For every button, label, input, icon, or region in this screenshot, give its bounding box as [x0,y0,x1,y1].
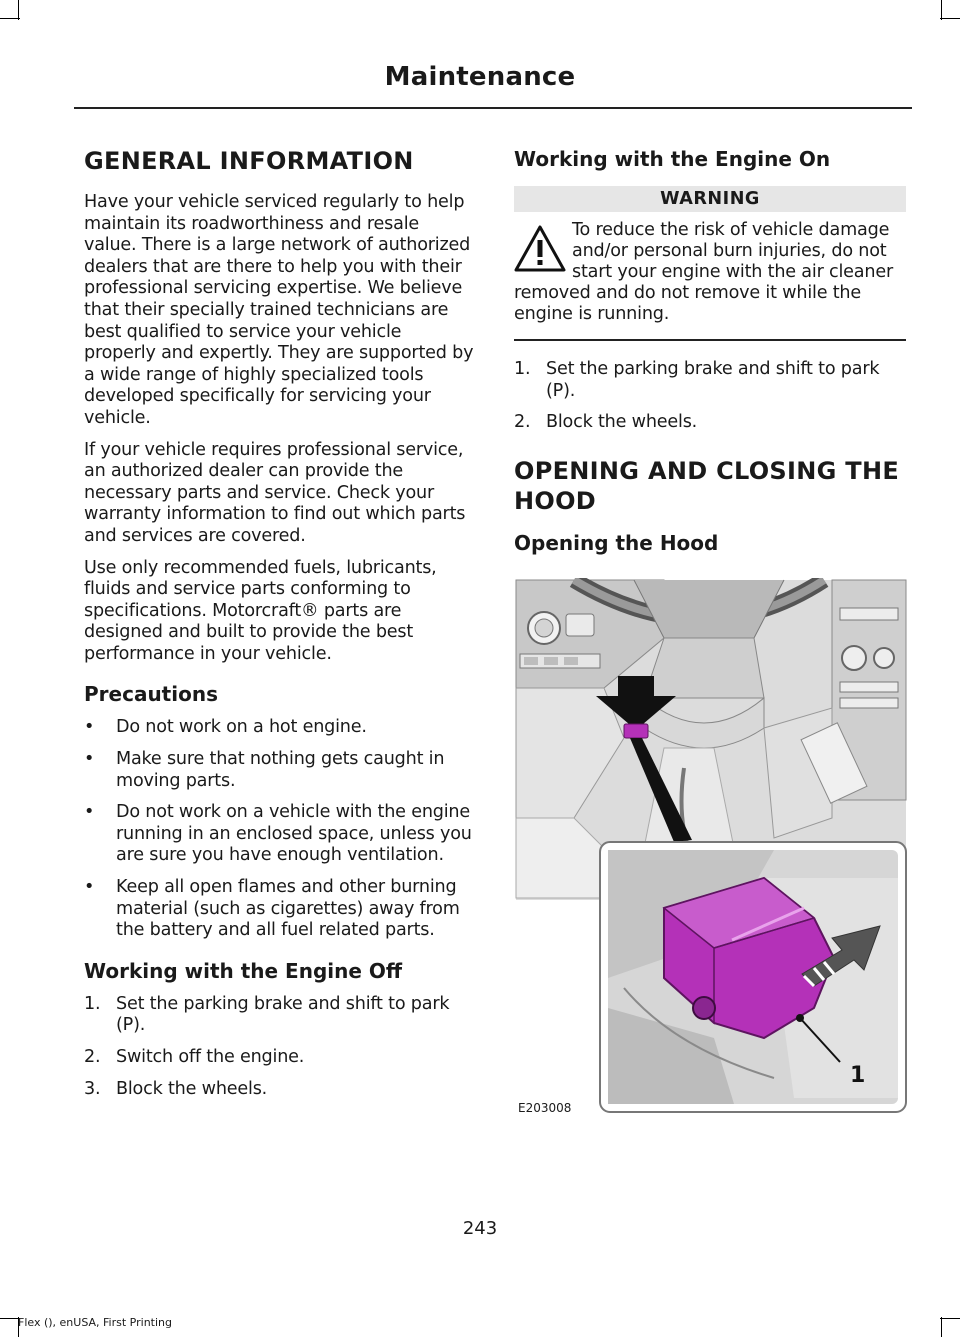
list-item: 3. Block the wheels. [84,1078,268,1099]
opening-closing-hood-heading: OPENING AND CLOSING THE HOOD [514,456,900,515]
engine-off-steps [84,994,476,1100]
left-column [84,146,476,1110]
hood-release-illustration [514,578,908,1116]
general-information-heading: GENERAL INFORMATION [84,147,414,175]
bullet: • [84,877,95,898]
warning-label: WARNING [514,186,906,212]
callout-number: 1 [850,1063,866,1088]
warning-text: To reduce the risk of vehicle damage and/or personal burn injuries, do not start your engine with the air cleaner removed and do not remove it while the engine is running. [514,220,893,324]
precautions-heading: Precautions [84,682,218,707]
crop-mark [941,0,942,20]
list-item: 2. Switch off the engine. [84,1047,305,1067]
bullet: • [84,802,95,823]
engine-on-heading: Working with the Engine On [514,147,831,171]
list-item: 1. Set the parking brake and shift to park (P). [514,359,880,401]
paragraph: If your vehicle requires professional service, an authorized dealer can provide the necessary parts and service. Check your warranty information to find out which parts and services are covered. [84,439,466,546]
figure-code: E203008 [518,1101,572,1115]
paragraph: Have your vehicle serviced regularly to help maintain its roadworthiness and resale value. There is a large network of authorized dealers that are there to help you with their professional servicing expertise. We believe that their specially trained technicians are best qualified to service your vehicle properly and expertly. They are supported by a wide range of highly specialized tools developed specifically for servicing your vehicle. [84,192,474,428]
engine-on-steps [514,359,906,434]
bullet: • [84,749,95,770]
page-header-title: Maintenance [384,62,576,92]
list-item: 2. Block the wheels. [514,412,698,433]
crop-mark [940,18,960,19]
list-item: 1. Set the parking brake and shift to park (P). [84,993,450,1036]
edition-footer: Flex (), enUSA, First Printing [18,1316,172,1329]
crop-mark [0,18,20,19]
crop-mark [940,1318,960,1319]
crop-mark [0,1318,20,1319]
list-item: • Do not work on a vehicle with the engine running in an enclosed space, unless you are sure you have enough ventilation. [84,802,472,866]
crop-mark [941,1317,942,1337]
crop-mark [18,0,19,20]
opening-hood-heading: Opening the Hood [514,530,719,555]
warning-triangle-icon [514,224,566,274]
right-column [514,146,906,566]
list-item: • Make sure that nothing gets caught in moving parts. [84,749,445,791]
warning-body [514,220,906,325]
engine-off-heading: Working with the Engine Off [84,958,403,983]
header-divider [74,107,912,109]
warning-box [514,186,906,341]
warning-divider [514,339,906,341]
list-item: • Do not work on a hot engine. [84,717,367,738]
page-number: 243 [462,1218,498,1239]
paragraph: Use only recommended fuels, lubricants, fluids and service parts conforming to specifications. Motorcraft® parts are designed and built to provide the best performance in your vehicle. [84,557,437,664]
precautions-list [84,717,476,941]
list-item: • Keep all open flames and other burning material (such as cigarettes) away from the battery and all fuel related parts. [84,877,460,941]
bullet: • [84,717,95,738]
